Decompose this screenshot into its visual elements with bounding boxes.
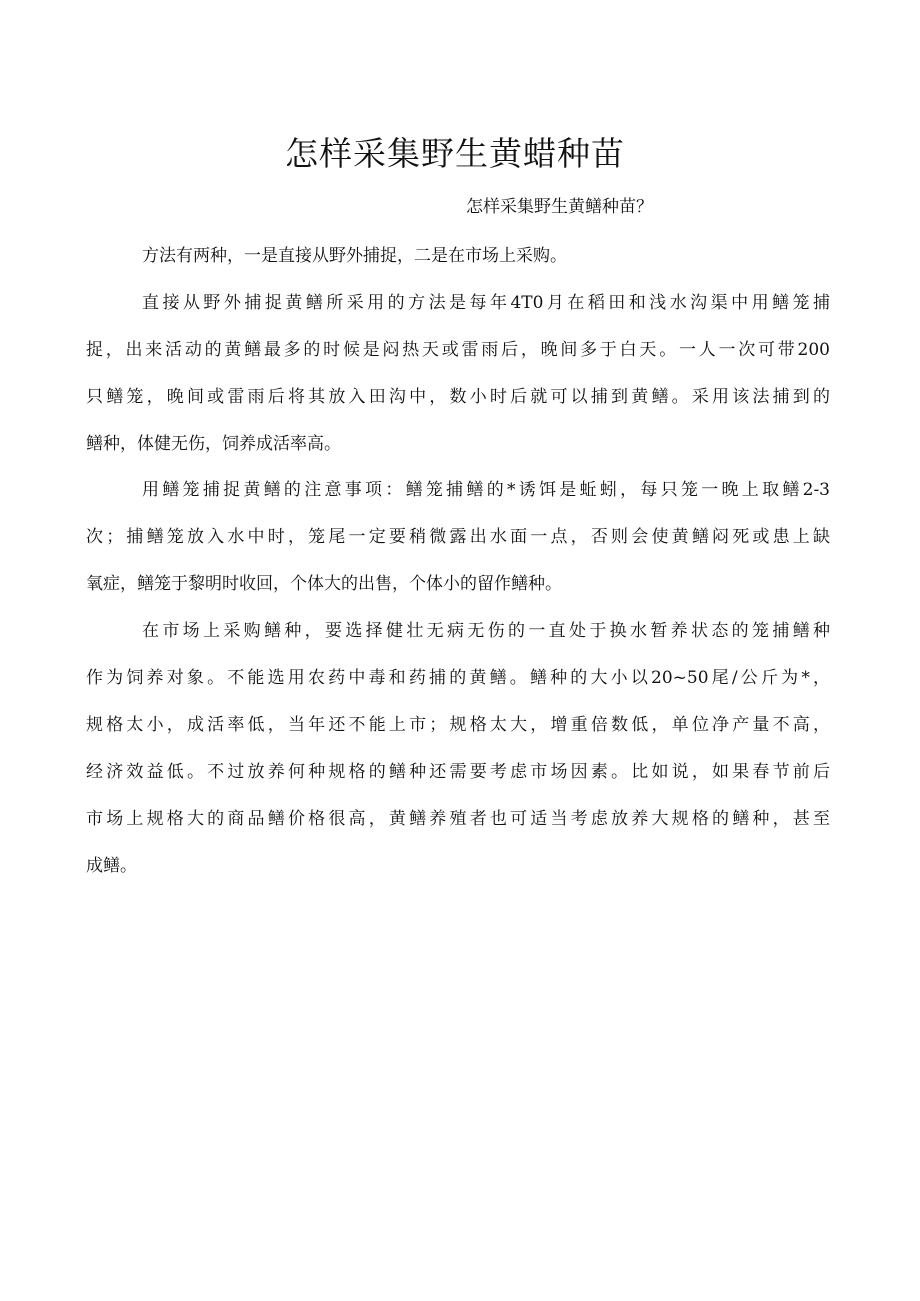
- document-subtitle: 怎样采集野生黄鳝种苗？: [466, 197, 653, 217]
- document-body: [86, 233, 830, 889]
- paragraph-3-line-1: 用鳝笼捕捉黄鳝的注意事项：鳝笼捕鳝的*诱饵是蚯蚓，每只笼一晚上取鳝2-3: [142, 480, 830, 501]
- paragraph-4-line-2: 作为饲养对象。不能选用农药中毒和药捕的黄鳝。鳝种的大小以20~50尾/公斤为*，: [86, 668, 830, 689]
- paragraph-1-line-1: 方法有两种，一是直接从野外捕捉，二是在市场上采购。: [142, 246, 567, 266]
- paragraph-2-line-4: 鳝种，体健无伤，饲养成活率高。: [86, 433, 341, 454]
- paragraph-4-line-3: 规格太小，成活率低，当年还不能上市；规格太大，增重倍数低，单位净产量不高，: [86, 714, 830, 735]
- paragraph-2-line-1: 直接从野外捕捉黄鳝所采用的方法是每年4T0月在稻田和浅水沟渠中用鳝笼捕: [142, 292, 830, 313]
- paragraph-3-line-2: 次；捕鳝笼放入水中时，笼尾一定要稍微露出水面一点，否则会使黄鳝闷死或患上缺: [86, 527, 830, 548]
- paragraph-2-line-2: 捉，出来活动的黄鳝最多的时候是闷热天或雷雨后，晚间多于白天。一人一次可带200: [86, 339, 830, 360]
- paragraph-4-line-6: 成鳝。: [86, 855, 137, 876]
- paragraph-3-line-3: 氧症，鳝笼于黎明时收回，个体大的出售，个体小的留作鳝种。: [86, 574, 562, 595]
- paragraph-2-line-3: 只鳝笼，晚间或雷雨后将其放入田沟中，数小时后就可以捕到黄鳝。采用该法捕到的: [86, 386, 830, 407]
- paragraph-4-line-4: 经济效益低。不过放养何种规格的鳝种还需要考虑市场因素。比如说，如果春节前后: [86, 761, 830, 782]
- paragraph-4-line-1: 在市场上采购鳝种，要选择健壮无病无伤的一直处于换水暂养状态的笼捕鳝种: [142, 621, 830, 642]
- paragraph-4-line-5: 市场上规格大的商品鳝价格很高，黄鳝养殖者也可适当考虑放养大规格的鳝种，甚至: [86, 808, 830, 829]
- document-title: 怎样采集野生黄蜡种苗: [285, 134, 625, 173]
